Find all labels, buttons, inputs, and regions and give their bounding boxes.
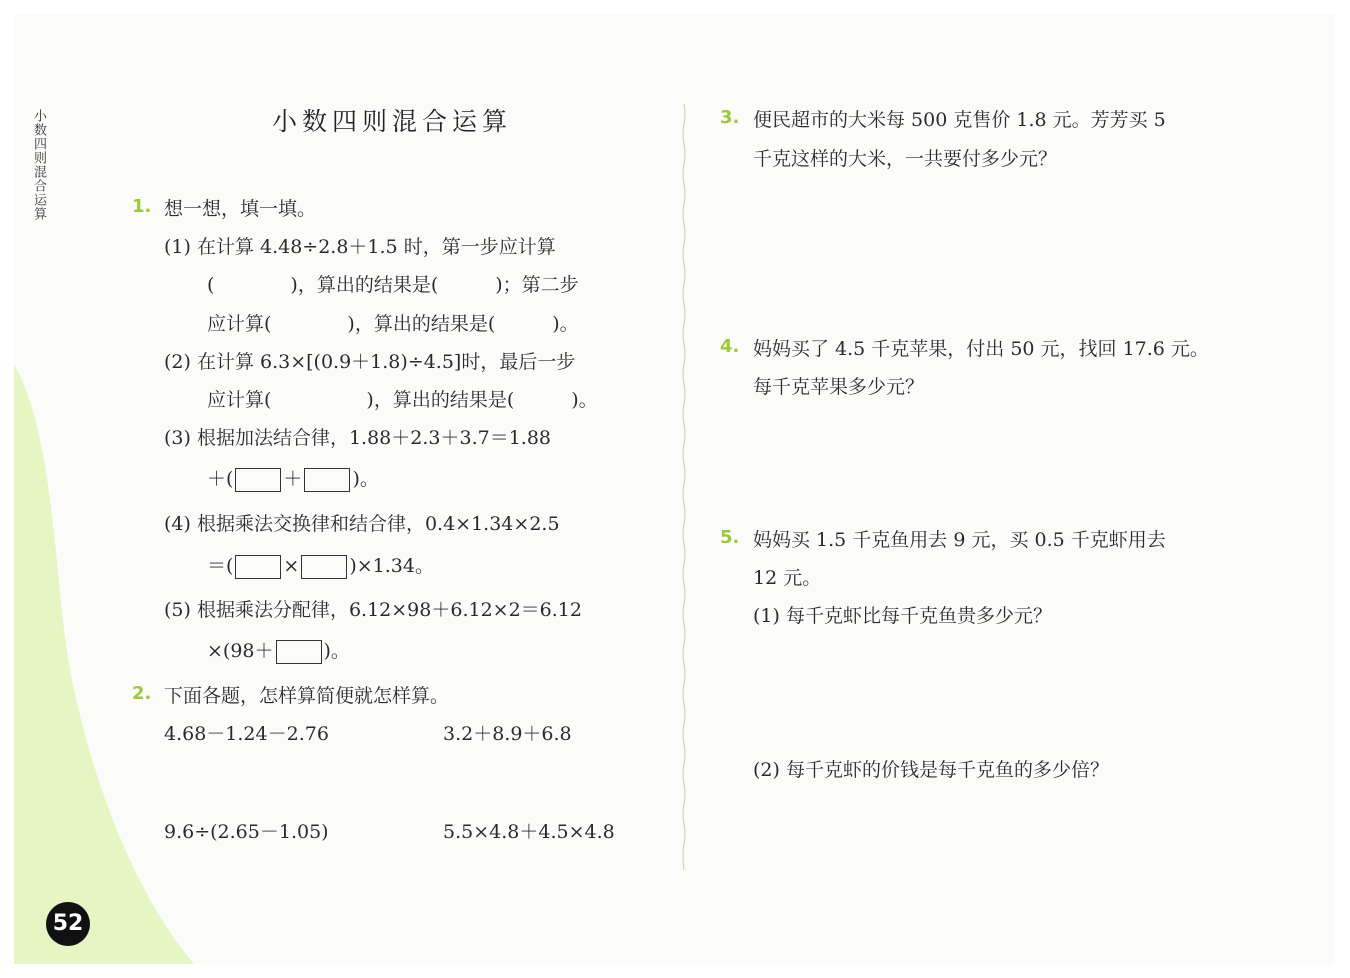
column-divider — [682, 104, 686, 870]
question-5-sub2: (2) 每千克虾的价钱是每千克鱼的多少倍？ — [753, 759, 1109, 781]
q1-part4-line1: (4) 根据乘法交换律和结合律，0.4×1.34×2.5 — [164, 513, 560, 535]
q1-part2-line1: (2) 在计算 6.3×[(0.9＋1.8)÷4.5]时，最后一步 — [164, 351, 576, 373]
question-3-line1: 便民超市的大米每 500 克售价 1.8 元。芳芳买 5 — [753, 109, 1166, 131]
expression: 9.6÷(2.65－1.05) — [164, 821, 329, 843]
answer-box[interactable] — [235, 468, 281, 492]
question-number: 1. — [132, 196, 152, 217]
q1-part1-line3: 应计算( )，算出的结果是( )。 — [207, 313, 579, 335]
question-5-sub1: (1) 每千克虾比每千克鱼贵多少元？ — [753, 605, 1052, 627]
question-4-line2: 每千克苹果多少元？ — [753, 376, 925, 398]
question-4-line1: 妈妈买了 4.5 千克苹果，付出 50 元，找回 17.6 元。 — [753, 338, 1209, 360]
question-number: 3. — [720, 107, 740, 128]
q1-part1-line2: ( )，算出的结果是( )；第二步 — [207, 274, 579, 296]
question-3-line2: 千克这样的大米，一共要付多少元？ — [753, 148, 1058, 170]
question-5-line1: 妈妈买 1.5 千克鱼用去 9 元，买 0.5 千克虾用去 — [753, 529, 1166, 551]
answer-box[interactable] — [304, 468, 350, 492]
page-title: 小数四则混合运算 — [272, 107, 513, 136]
q1-part3-line2 — [207, 464, 379, 492]
q1-part2-line2: 应计算( )，算出的结果是( )。 — [207, 389, 598, 411]
q1-part5-line2 — [207, 636, 350, 664]
question-5-line2: 12 元。 — [753, 567, 822, 589]
question-number: 4. — [720, 336, 740, 357]
question-2-text: 下面各题，怎样算简便就怎样算。 — [164, 685, 450, 707]
side-title: 小数四则混合运算 — [31, 109, 46, 221]
expr-text: )。 — [352, 468, 379, 490]
answer-box[interactable] — [276, 640, 322, 664]
expression: 3.2＋8.9＋6.8 — [443, 723, 572, 745]
expr-text: )×1.34。 — [349, 555, 434, 577]
expr-text: ×(98＋ — [207, 640, 274, 662]
page-number-badge: 52 — [46, 902, 90, 946]
answer-box[interactable] — [301, 555, 347, 579]
expr-text: )。 — [323, 640, 350, 662]
q1-part1-line1: (1) 在计算 4.48÷2.8＋1.5 时，第一步应计算 — [164, 236, 556, 258]
worksheet-page — [14, 14, 1334, 964]
expr-text: ＝( — [207, 555, 234, 577]
q1-part4-line2 — [207, 551, 434, 579]
expression: 5.5×4.8＋4.5×4.8 — [443, 821, 615, 843]
question-number: 5. — [720, 527, 740, 548]
expr-text: × — [283, 555, 300, 577]
q1-part3-line1: (3) 根据加法结合律，1.88＋2.3＋3.7＝1.88 — [164, 427, 551, 449]
q1-part5-line1: (5) 根据乘法分配律，6.12×98＋6.12×2＝6.12 — [164, 599, 582, 621]
expr-text: ＋( — [207, 468, 234, 490]
question-1-text: 想一想，填一填。 — [164, 198, 317, 220]
expression: 4.68－1.24－2.76 — [164, 723, 329, 745]
question-number: 2. — [132, 683, 152, 704]
expr-text: ＋ — [283, 468, 303, 490]
answer-box[interactable] — [235, 555, 281, 579]
